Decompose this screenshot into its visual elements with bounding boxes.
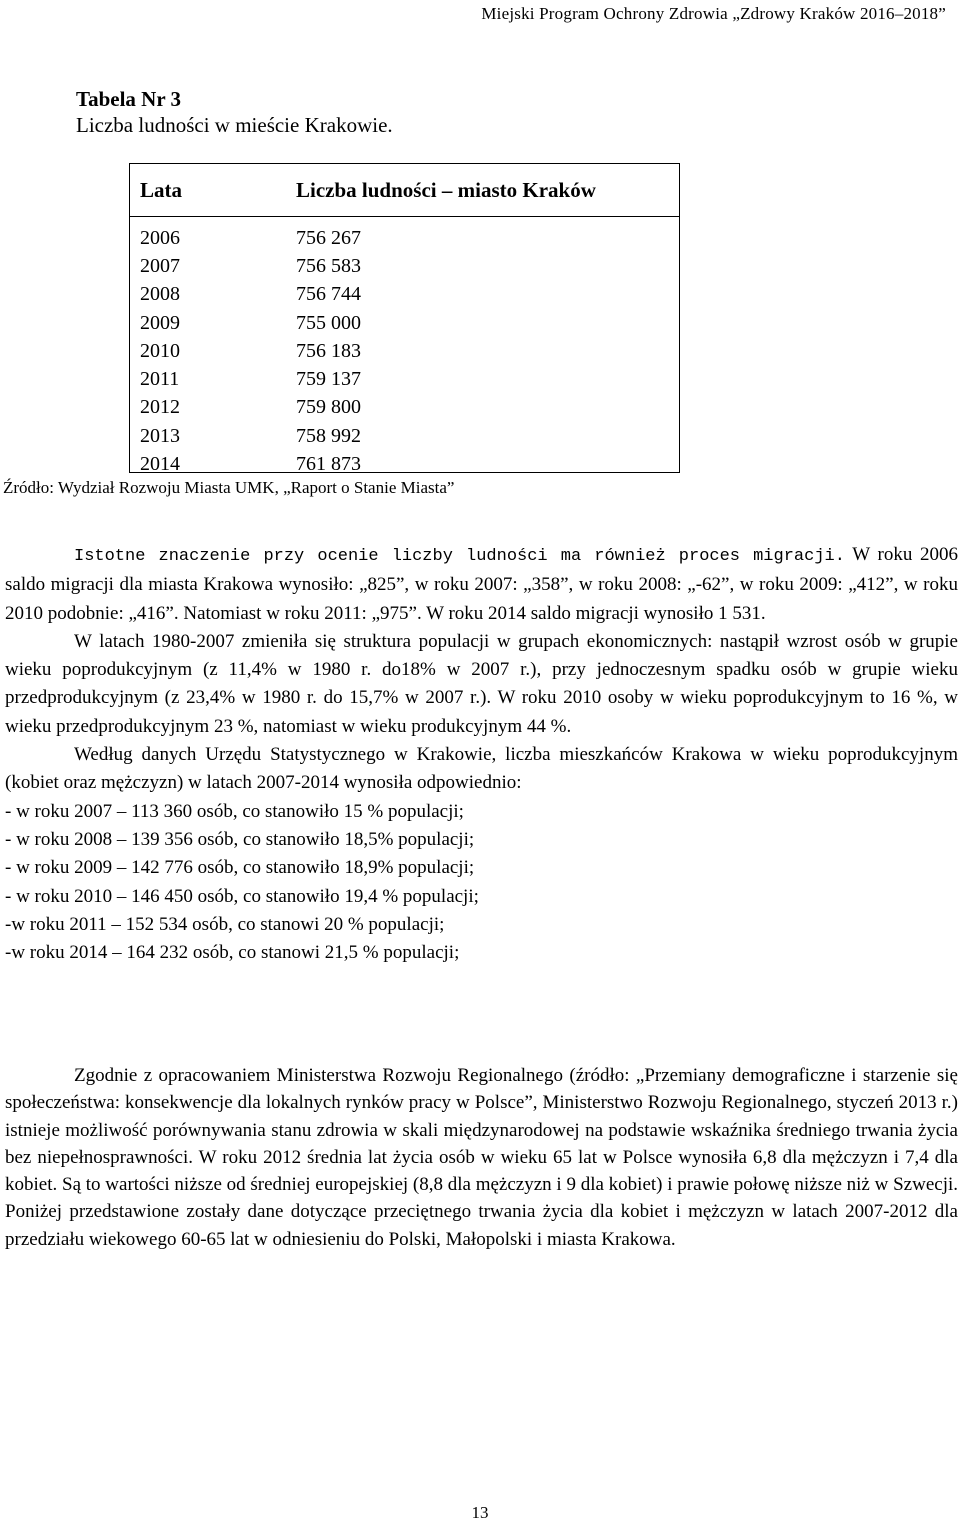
migration-paragraph <box>5 541 958 628</box>
list-item: - w roku 2009 – 142 776 osób, co stanowiło 18,9% populacji; <box>5 857 475 879</box>
page-header <box>481 4 946 24</box>
table-row <box>130 252 679 280</box>
year-cell: 2014 <box>140 453 180 476</box>
list-item: -w roku 2014 – 164 232 osób, co stanowi 21,5 % populacji; <box>5 942 460 964</box>
table-row <box>130 309 679 337</box>
header-years: Lata <box>140 177 182 202</box>
migration-year-2006: W roku 2006 <box>844 544 958 565</box>
migration-details: saldo migracji dla miasta Krakowa wynosiło: „825”, w roku 2007: „358”, w roku 2008: „-62”, w roku 2009: „412”, w roku 2010 podobnie: „416”. Natomiast w roku 2011: „975”. W roku 2014 saldo migracji wynosiło 1 531. <box>5 574 958 624</box>
year-cell: 2007 <box>140 254 180 277</box>
gus-paragraph: Według danych Urzędu Statystycznego w Krakowie, liczba mieszkańców Krakowa w wieku poprodukcyjnym (kobiet oraz mężczyzn) w latach 2007-2014 wynosiła odpowiednio: <box>5 744 958 794</box>
migration-intro: Istotne znaczenie przy ocenie liczby ludności ma również proces migracji. <box>74 547 845 566</box>
table-source-note: Źródło: Wydział Rozwoju Miasta UMK, „Raport o Stanie Miasta” <box>3 478 455 497</box>
ministry-text <box>5 1062 958 1253</box>
year-cell: 2006 <box>140 226 180 249</box>
list-item: - w roku 2007 – 113 360 osób, co stanowiło 15 % populacji; <box>5 800 464 822</box>
table-row <box>130 450 679 478</box>
population-cell: 761 873 <box>296 453 361 476</box>
population-cell: 756 183 <box>296 339 361 362</box>
table-row <box>130 365 679 393</box>
year-cell: 2013 <box>140 424 180 447</box>
table-row <box>130 337 679 365</box>
table-caption <box>76 86 393 138</box>
body-text <box>5 541 958 967</box>
table-row <box>130 394 679 422</box>
population-cell: 756 583 <box>296 254 361 277</box>
table-description: Liczba ludności w mieście Krakowie. <box>76 113 393 137</box>
table-row <box>130 422 679 450</box>
list-item: - w roku 2010 – 146 450 osób, co stanowiło 19,4 % populacji; <box>5 885 479 907</box>
page-number: 13 <box>471 1503 489 1522</box>
year-cell: 2012 <box>140 396 180 419</box>
list-item: - w roku 2008 – 139 356 osób, co stanowiło 18,5% populacji; <box>5 828 475 850</box>
population-cell: 759 137 <box>296 368 361 391</box>
table-body <box>130 217 679 479</box>
header-population: Liczba ludności – miasto Kraków <box>296 177 596 202</box>
year-cell: 2010 <box>140 339 180 362</box>
document-title: Miejski Program Ochrony Zdrowia „Zdrowy Kraków 2016–2018” <box>481 4 946 23</box>
table-header-row <box>130 164 679 217</box>
ministry-paragraph: Zgodnie z opracowaniem Ministerstwa Rozwoju Regionalnego (źródło: „Przemiany demograficzne i starzenie się społeczeństwa: konsekwencje dla lokalnych rynków pracy w Polsce”, Ministerstwo Rozwoju Regionalnego, styczeń 2013 r.) istnieje możliwość porównywania stanu zdrowia w skali międzynarodowej na podstawie wskaźnika średniego trwania życia bez niepełnosprawności. W roku 2012 średnia lat życia osób w wieku 65 lat w Polsce wynosiła 6,8 dla mężczyzn i 7,4 dla kobiet. Są to wartości niższe od średniej europejskiej (8,8 dla mężczyzn i 9 dla kobiet) i prawie połowę niższe niż w Szwecji. Poniżej przedstawione zostały dane dotyczące przeciętnego trwania życia dla kobiet i mężczyzn w latach 2007-2012 dla przedziału wiekowego 60-65 lat w odniesieniu do Polski, Małopolski i miasta Krakowa. <box>5 1065 958 1250</box>
year-cell: 2011 <box>140 368 180 391</box>
year-cell: 2008 <box>140 283 180 306</box>
population-cell: 756 267 <box>296 226 361 249</box>
elderly-population-list <box>5 798 958 968</box>
table-row <box>130 281 679 309</box>
population-cell: 756 744 <box>296 283 361 306</box>
list-item: -w roku 2011 – 152 534 osób, co stanowi 20 % populacji; <box>5 913 445 935</box>
population-cell: 758 992 <box>296 424 361 447</box>
population-cell: 755 000 <box>296 311 361 334</box>
year-cell: 2009 <box>140 311 180 334</box>
population-cell: 759 800 <box>296 396 361 419</box>
population-table <box>129 163 680 476</box>
table-row <box>130 224 679 252</box>
table-label: Tabela Nr 3 <box>76 87 182 111</box>
structure-paragraph: W latach 1980-2007 zmieniła się struktura populacji w grupach ekonomicznych: nastąpił wzrost osób w grupie wieku poprodukcyjnym (z 11,4% w 1980 r. do18% w 2007 r.), przy jednoczesnym spadku osób w grupie wieku przedprodukcyjnym (z 23,4% w 1980 r. do 15,7% w 2007 r.). W roku 2010 osoby w wieku poprodukcyjnym to 16 %, w wieku przedprodukcyjnym 23 %, natomiast w wieku produkcyjnym 44 %. <box>5 630 958 737</box>
